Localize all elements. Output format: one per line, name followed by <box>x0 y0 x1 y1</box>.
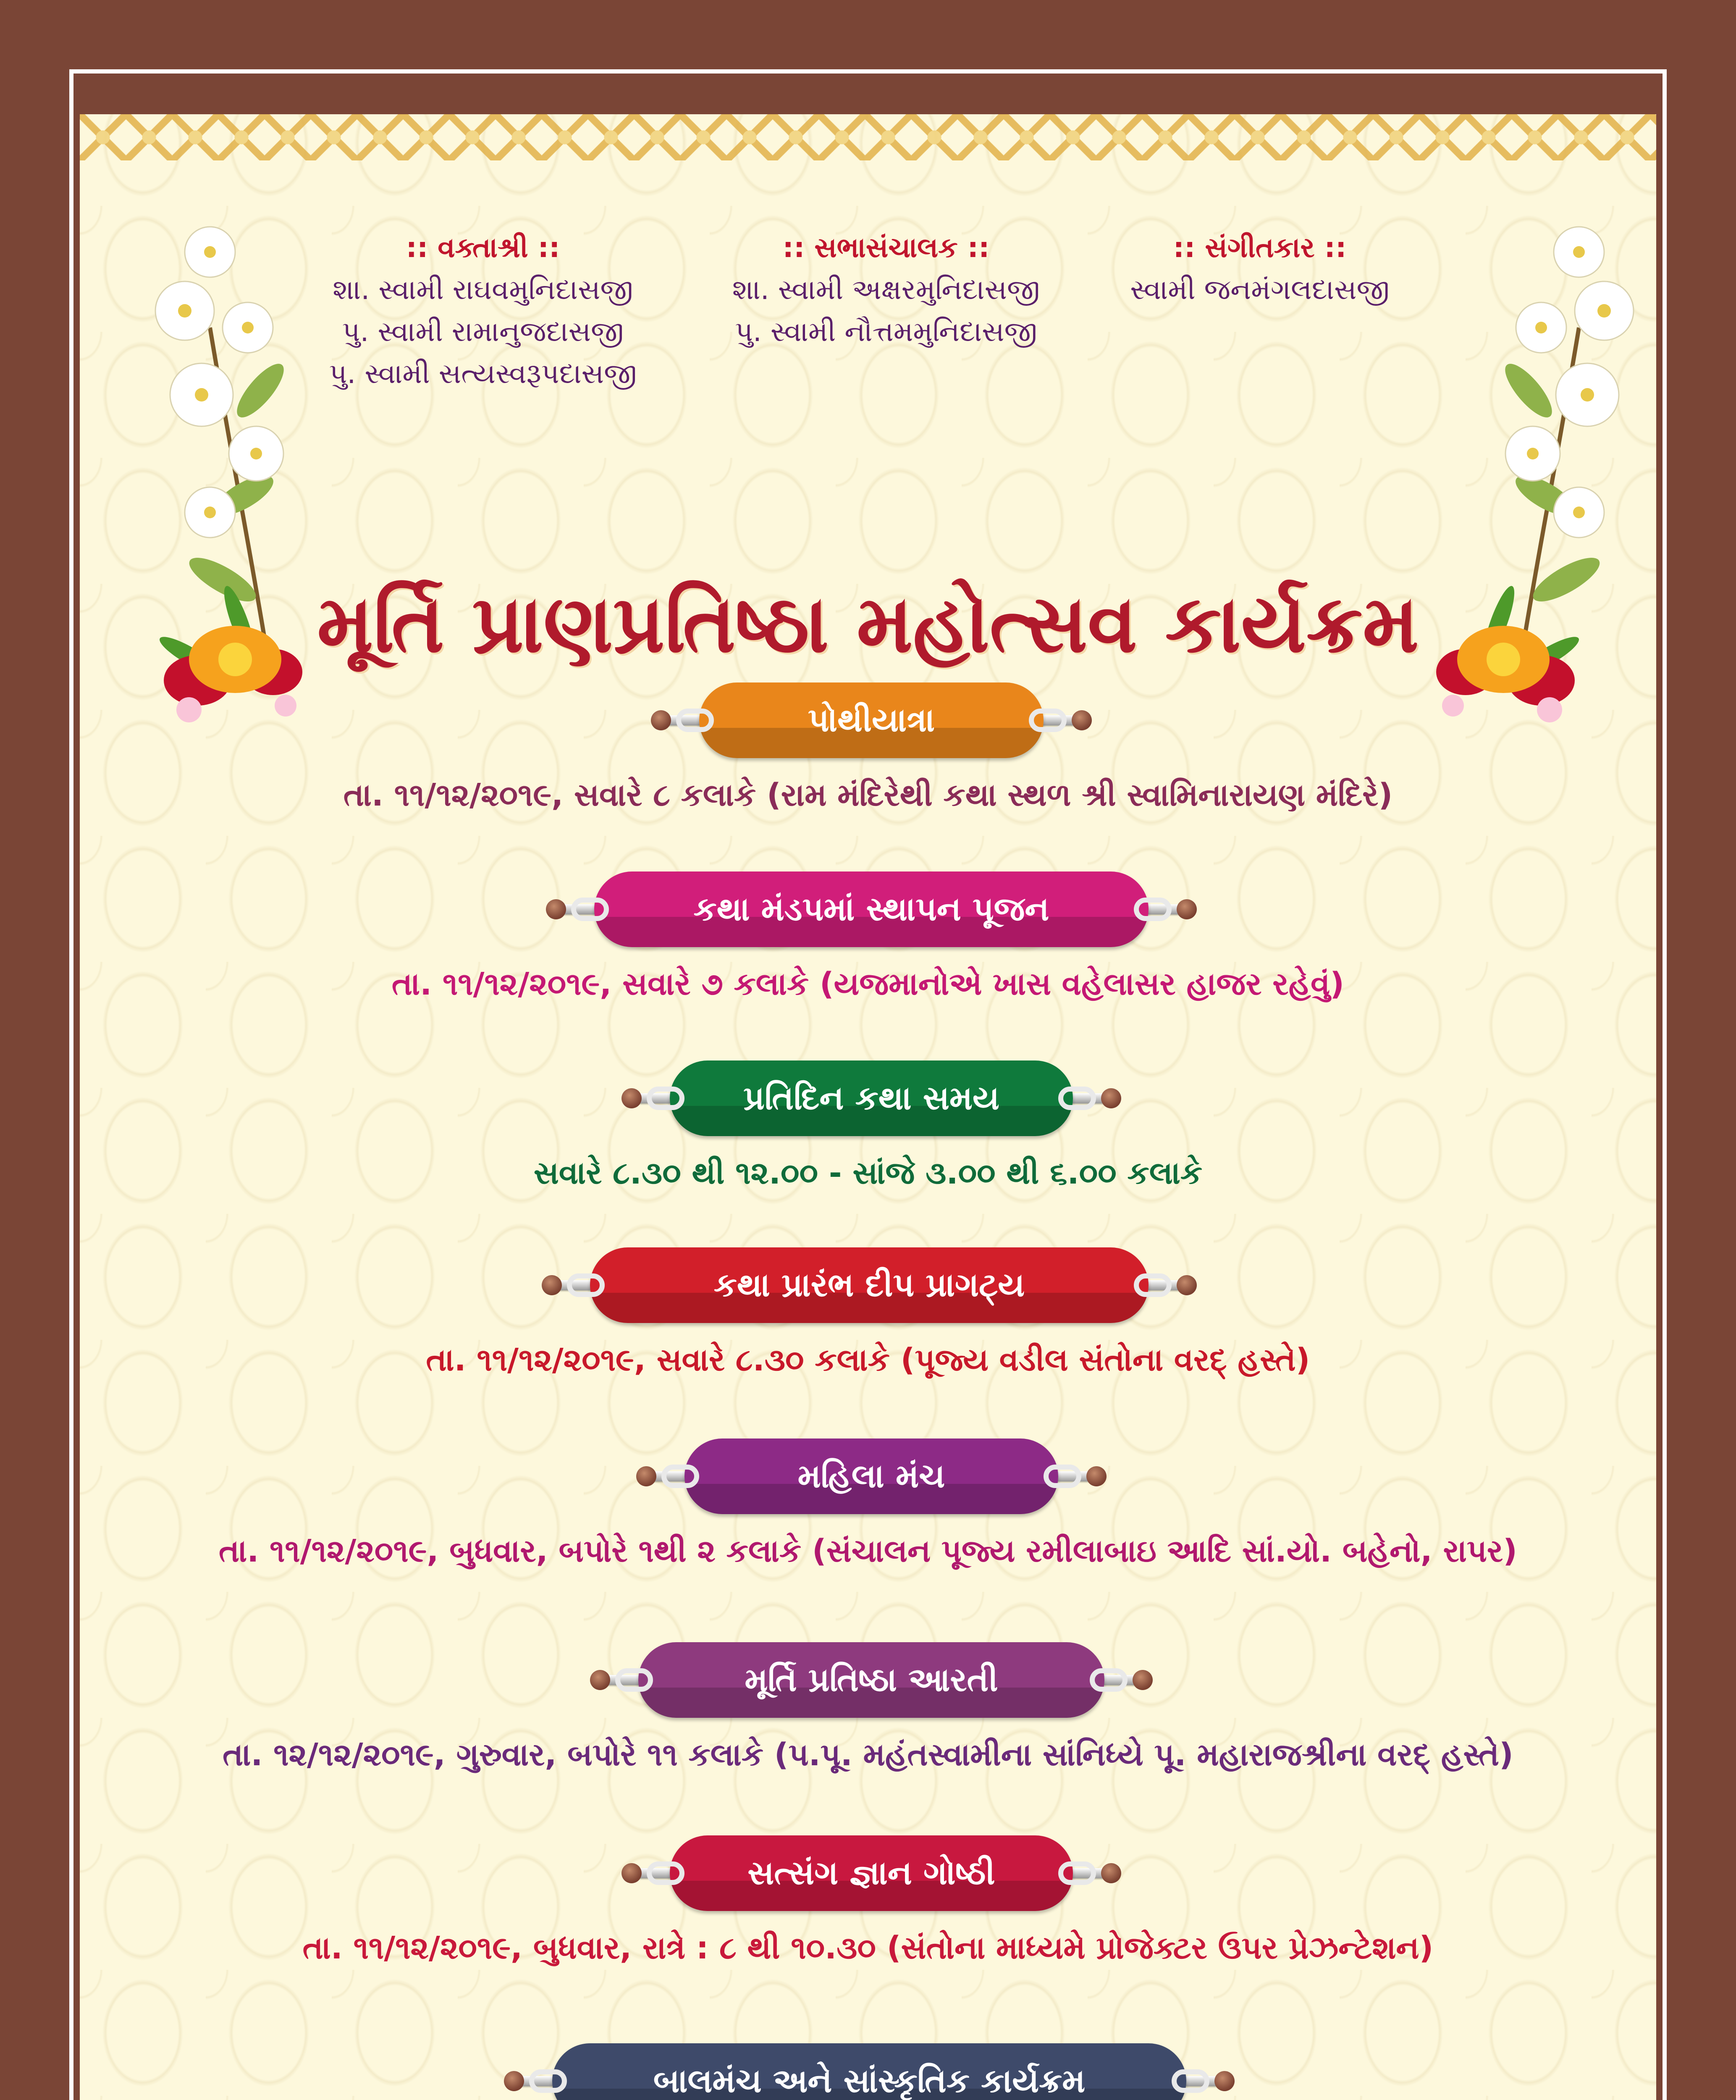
event-ribbon-daily-katha <box>630 1060 1113 1136</box>
speakers-column <box>281 227 684 395</box>
ribbon-label-bg <box>594 872 1149 947</box>
speaker-name: શા. સ્વામી રાઘવમુનિદાસજી <box>333 273 633 306</box>
moderator-name: પુ. સ્વામી નૌત્તમમુનિદાસજી <box>735 315 1037 348</box>
event-label: બાલમંચ અને સાંસ્કૃતિક કાર્યક્રમ <box>653 2062 1086 2100</box>
page-title: મૂર્તિ પ્રાણપ્રતિષ્ઠા મહોત્સવ કાર્યક્રમ <box>317 578 1419 670</box>
event-detail: તા. ૧૧/૧૨/૨૦૧૯, સવારે ૭ કલાકે (યજમાનોએ ખાસ વહેલાસર હાજર રહેવું) <box>391 966 1345 1002</box>
top-band <box>80 80 1656 114</box>
musician-column <box>1100 227 1419 311</box>
event-ribbon-kathamandap <box>554 872 1188 947</box>
invitation-card <box>80 80 1656 2100</box>
moderator-name: શા. સ્વામી અક્ષરમુનિદાસજી <box>732 273 1040 306</box>
event-detail: તા. ૧૧/૧૨/૨૦૧૯, સવારે ૮.૩૦ કલાકે (પૂજ્ય વડીલ સંતોના વરદ્ હસ્તે) <box>426 1342 1310 1378</box>
event-detail: તા. ૧૧/૧૨/૨૦૧૯, સવારે ૮ કલાકે (રામ મંદિરેથી કથા સ્થળ શ્રી સ્વામિનારાયણ મંદિરે) <box>343 777 1393 813</box>
speaker-name: પુ. સ્વામી સત્યસ્વરૂપદાસજી <box>329 357 637 390</box>
right-jasmine-flower-icon <box>1457 202 1650 643</box>
ribbon-label-bg <box>684 1438 1058 1514</box>
moderators-heading: :: સભાસંચાલક :: <box>782 231 990 264</box>
event-ribbon-satsang-goshthi <box>630 1835 1113 1911</box>
event-ribbon-murti-aarti <box>598 1642 1144 1718</box>
moderators-column <box>697 227 1075 353</box>
ribbon-label-bg <box>638 1642 1104 1718</box>
event-detail: તા. ૧૧/૧૨/૨૦૧૯, બુધવાર, બપોરે ૧થી ૨ કલાકે (સંચાલન પૂજ્ય રમીલાબાઇ આદિ સાં.યો. બહેનો, રાપર) <box>219 1533 1517 1569</box>
event-label: પ્રતિદિન કથા સમય <box>743 1079 999 1117</box>
top-lace-border <box>80 114 1656 160</box>
musician-heading: :: સંગીતકાર :: <box>1173 231 1347 264</box>
ribbon-label-bg <box>670 1060 1073 1136</box>
event-ribbon-mahila-manch <box>645 1438 1098 1514</box>
event-ribbon-balmanch <box>512 2043 1226 2100</box>
musician-name: સ્વામી જનમંગલદાસજી <box>1130 273 1390 306</box>
event-ribbon-pothiyatra <box>659 682 1083 758</box>
event-label: કથા મંડપમાં સ્થાપન પૂજન <box>693 890 1049 928</box>
event-label: સત્સંગ જ્ઞાન ગોષ્ઠી <box>747 1854 995 1892</box>
event-detail: તા. ૧૧/૧૨/૨૦૧૯, બુધવાર, રાત્રે : ૮ થી ૧૦.૩૦ (સંતોના માધ્યમે પ્રોજેક્ટર ઉપર પ્રેઝન્ટેશન) <box>302 1930 1434 1966</box>
event-detail: તા. ૧૨/૧૨/૨૦૧૯, ગુરુવાર, બપોરે ૧૧ કલાકે (પ.પૂ. મહંતસ્વામીના સાંનિધ્યે પૂ. મહારાજશ્રીના વરદ્ હસ્તે) <box>223 1737 1513 1773</box>
event-ribbon-deep-pragatya <box>550 1247 1188 1323</box>
event-label: મહિલા મંચ <box>797 1457 945 1495</box>
speaker-name: પુ. સ્વામી રામાનુજદાસજી <box>342 315 624 348</box>
event-label: મૂર્તિ પ્રતિષ્ઠા આરતી <box>745 1661 998 1699</box>
ribbon-label-bg <box>552 2043 1186 2100</box>
event-detail: સવારે ૮.૩૦ થી ૧૨.૦૦ - સાંજે ૩.૦૦ થી ૬.૦૦ કલાકે <box>533 1155 1203 1191</box>
event-label: કથા પ્રારંભ દીપ પ્રાગટ્ય <box>713 1266 1025 1304</box>
ribbon-label-bg <box>590 1247 1149 1323</box>
speakers-heading: :: વક્તાશ્રી :: <box>406 231 560 264</box>
event-label: પોથીયાત્રા <box>808 701 935 739</box>
ribbon-label-bg <box>670 1835 1073 1911</box>
ribbon-label-bg <box>699 682 1044 758</box>
